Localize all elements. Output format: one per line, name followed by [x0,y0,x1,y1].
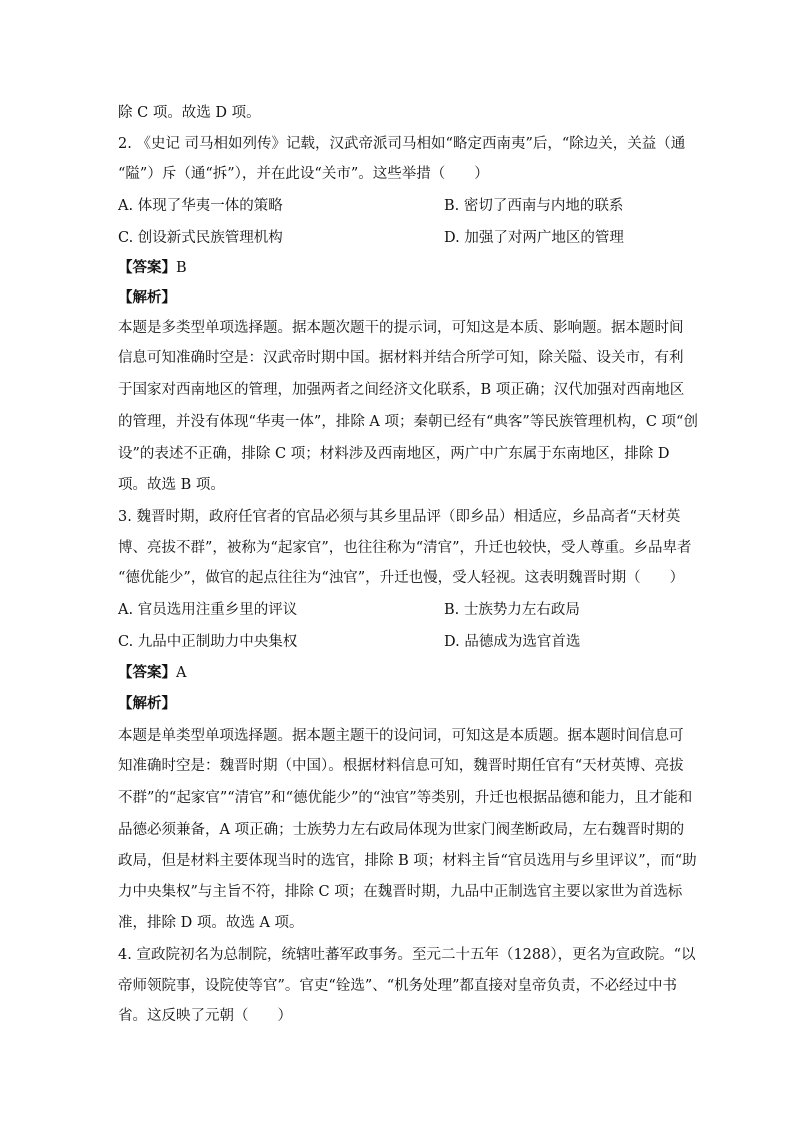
q2-answer-value: B [176,260,187,276]
q3-option-d: D. 品德成为选官首选 [444,634,581,650]
q3-analysis-line-4: 品德必须兼备，A 项正确；士族势力左右政局体现为世家门阀垄断政局，左右魏晋时期的 [118,822,685,838]
q2-analysis-line-6: 项。故选 B 项。 [118,477,225,493]
answer-tag: 【答案】 [118,259,176,276]
q2-option-c: C. 创设新式民族管理机构 [118,230,283,246]
q3-answer [118,663,186,683]
q3-option-b: B. 士族势力左右政局 [444,602,580,618]
q3-analysis-line-2: 知准确时空是：魏晋时期（中国）。根据材料信息可知，魏晋时期任官有“天材英博、亮拔 [118,758,684,774]
q2-option-a: A. 体现了华夷一体的策略 [118,198,283,214]
q3-stem-line-3: “德优能少”，做官的起点往往为“浊官”，升迁也慢，受人轻视。这表明魏晋时期（ ） [118,570,685,586]
q3-analysis-line-7: 准，排除 D 项。故选 A 项。 [118,915,304,931]
q3-answer-value: A [176,665,187,681]
q2-analysis-line-1: 本题是多类型单项选择题。据本题次题干的提示词，可知这是本质、影响题。据本题时间 [118,320,684,336]
q2-analysis-line-4: 的管理，并没有体现“华夷一体”，排除 A 项；秦朝已经有“典客”等民族管理机构，C 项“创 [118,414,698,430]
q3-analysis-line-1: 本题是单类型单项选择题。据本题主题干的设问词，可知这是本质题。据本题时间信息可 [118,728,684,744]
q2-analysis-line-5: 设”的表述不正确，排除 C 项；材料涉及西南地区，两广中广东属于东南地区，排除 D [118,446,670,462]
prev-tail: 除 C 项。故选 D 项。 [118,105,261,121]
q3-stem-line-2: 博、亮拔不群”，被称为“起家官”，也往往称为“清官”，升迁也较快，受人尊重。乡品卑者 [118,540,692,556]
answer-tag: 【答案】 [118,664,176,681]
q2-option-b: B. 密切了西南与内地的联系 [444,198,624,214]
q4-stem-line-3: 省。这反映了元朝（ ） [118,1008,292,1024]
q3-analysis-line-6: 力中央集权”与主旨不符，排除 C 项；在魏晋时期，九品中正制选官主要以家世为首选标 [118,884,683,900]
q4-stem-line-1: 4. 宣政院初名为总制院，统辖吐蕃军政事务。至元二十五年（1288），更名为宣政院。“以 [118,947,696,963]
q3-stem-line-1: 3. 魏晋时期，政府任官者的官品必须与其乡里品评（即乡品）相适应，乡品高者“天材英 [118,509,681,525]
q2-option-d: D. 加强了对两广地区的管理 [444,230,624,246]
q2-analysis-line-3: 于国家对西南地区的管理，加强两者之间经济文化联系，B 项正确；汉代加强对西南地区 [118,382,685,398]
q3-analysis-line-5: 政局，但是材料主要体现当时的选官，排除 B 项；材料主旨“官员选用与乡里评议”，而“助 [118,853,697,869]
q4-stem-line-2: 帝师领院事，设院使等官”。官吏“铨选”、“机务处理”都直接对皇帝负责，不必经过中书 [118,978,678,994]
q3-option-c: C. 九品中正制助力中央集权 [118,634,298,650]
q2-analysis-line-2: 信息可知准确时空是：汉武帝时期中国。据材料并结合所学可知，除关隘、设关市，有利 [118,350,684,366]
q3-analysis-line-3: 不群”的“起家官”“清官”和“德优能少”的“浊官”等类别，升迁也根据品德和能力，且才能和 [118,790,693,806]
q3-option-a: A. 官员选用注重乡里的评议 [118,602,298,618]
q2-stem-line-2: “隘”）斥（通“拆”），并在此设“关市”。这些举措（ ） [118,166,489,182]
q2-answer [118,258,187,278]
q2-analysis-heading: 【解析】 [118,289,176,306]
q3-analysis-heading: 【解析】 [118,695,176,712]
q2-stem-line-1: 2. 《史记 司马相如列传》记载，汉武帝派司马相如“略定西南夷”后，“除边关，关益（通 [118,136,686,152]
